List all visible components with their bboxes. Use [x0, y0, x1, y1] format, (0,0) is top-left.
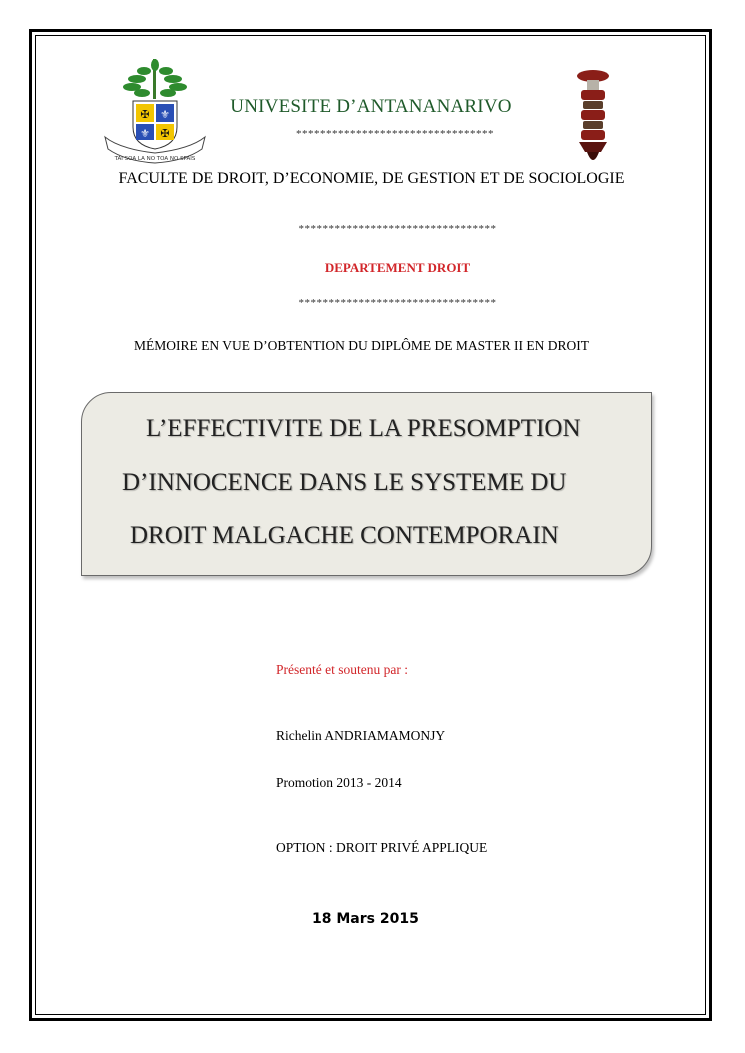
- presented-by-label: Présenté et soutenu par :: [276, 662, 408, 677]
- faculty-emblem-logo: [567, 68, 619, 168]
- svg-text:⚜: ⚜: [160, 108, 170, 121]
- thesis-title-line: DROIT MALGACHE CONTEMPORAIN: [130, 522, 559, 549]
- crest-motto: TAI SOA LA NO TOA NO SPAIS: [114, 156, 196, 162]
- university-crest-logo: [100, 57, 210, 169]
- svg-text:⚜: ⚜: [140, 127, 150, 140]
- option-label: OPTION : DROIT PRIVÉ APPLIQUE: [276, 840, 488, 855]
- author-name: Richelin ANDRIAMAMONJY: [276, 728, 446, 743]
- promotion-years: Promotion 2013 - 2014: [276, 775, 402, 790]
- thesis-title-line: D’INNOCENCE DANS LE SYSTEME DU: [122, 469, 567, 496]
- department-name: DEPARTEMENT DROIT: [324, 260, 471, 275]
- faculty-name: FACULTE DE DROIT, D’ECONOMIE, DE GESTION ET DE SOCIOLOGIE: [118, 170, 625, 187]
- svg-text:✠: ✠: [160, 127, 170, 140]
- svg-text:✠: ✠: [140, 108, 150, 121]
- defense-date: 18 Mars 2015: [312, 911, 419, 927]
- university-name: UNIVESITE D’ANTANANARIVO: [230, 96, 512, 117]
- memoire-purpose: MÉMOIRE EN VUE D’OBTENTION DU DIPLÔME DE MASTER II EN DROIT: [134, 338, 589, 353]
- tree-icon: [123, 59, 187, 99]
- thesis-title-line: L’EFFECTIVITE DE LA PRESOMPTION: [146, 415, 581, 442]
- separator-stars: *********************************: [296, 128, 494, 140]
- shield-icon: [133, 101, 177, 149]
- separator-stars: *********************************: [298, 223, 497, 235]
- separator-stars: *********************************: [298, 297, 497, 309]
- thesis-title-box: [81, 392, 652, 576]
